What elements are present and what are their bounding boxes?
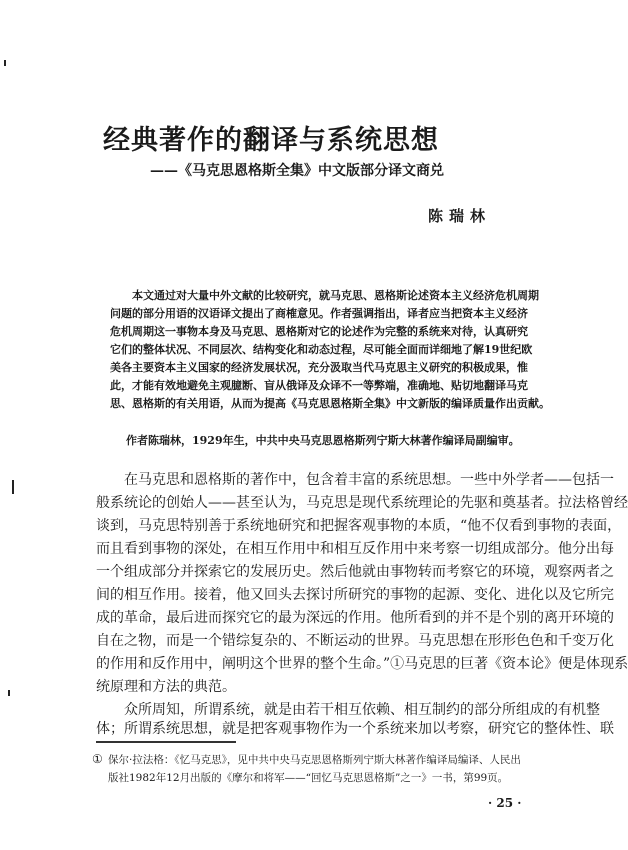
body-line: 的作用和反作用中，阐明这个世界的整个生命。”①马克思的巨著《资本论》便是体现系 [96, 656, 628, 672]
page-number: · 25 · [488, 796, 522, 810]
abstract-line: 危机周期这一事物本身及马克思、恩格斯对它的论述作为完整的系统来对待，认真研究 [110, 325, 528, 338]
article-subtitle: ——《马克思恩格斯全集》中文版部分译文商兑 [150, 163, 444, 179]
body-line: 而且看到事物的深处，在相互作用中和相互反作用中来考察一切组成部分。他分出每 [96, 541, 614, 557]
body-line: 一个组成部分并探索它的发展历史。然后他就由事物转而考察它的环境，观察两者之 [96, 564, 614, 580]
body-line: 统原理和方法的典范。 [96, 679, 236, 695]
body-line: 间的相互作用。接着，他又回头去探讨所研究的事物的起源、变化、进化以及它所完 [96, 587, 614, 603]
body-line: 般系统论的创始人——甚至认为，马克思是现代系统理论的先驱和奠基者。拉法格曾经 [96, 495, 628, 511]
body-line: 自在之物，而是一个错综复杂的、不断运动的世界。马克思想在形形色色和千变万化 [96, 633, 614, 649]
abstract-line: 思、恩格斯的有关用语，从而为提高《马克思恩格斯全集》中文新版的编译质量作出贡献。 [110, 397, 550, 410]
footnote-line: 版社1982年12月出版的《摩尔和将军——“回忆马克思恩格斯”之一》一书，第99页。 [108, 772, 509, 784]
scan-mark [12, 480, 14, 494]
abstract-line: 本文通过对大量中外文献的比较研究，就马克思、恩格斯论述资本主义经济危机周期 [132, 289, 539, 302]
body-line: 众所周知，所谓系统，就是由若干相互依赖、相互制约的部分所组成的有机整 [96, 702, 600, 718]
abstract-line: 它们的整体状况、不同层次、结构变化和动态过程，尽可能全面而详细地了解19世纪欧 [110, 343, 533, 356]
footnote-line: 保尔·拉法格：《忆马克思》，见中共中央马克思恩格斯列宁斯大林著作编译局编译、人民出 [108, 754, 521, 766]
author-name: 陈瑞林 [428, 207, 492, 225]
body-line: 谈到，马克思特别善于系统地研究和把握客观事物的本质，“他不仅看到事物的表面， [96, 518, 622, 534]
body-line: 在马克思和恩格斯的著作中，包含着丰富的系统思想。一些中外学者——包括一 [96, 472, 614, 488]
article-title: 经典著作的翻译与系统思想 [103, 125, 439, 156]
body-line: 成的革命，最后进而探究它的最为深远的作用。他所看到的并不是个别的离开环境的 [96, 610, 614, 626]
body-line: 体；所谓系统思想，就是把客观事物作为一个系统来加以考察，研究它的整体性、联 [96, 721, 614, 737]
footnote-rule [96, 741, 236, 743]
abstract-line: 问题的部分用语的汉语译文提出了商榷意见。作者强调指出，译者应当把资本主义经济 [110, 307, 528, 320]
abstract-line: 美各主要资本主义国家的经济发展状况，充分汲取当代马克思主义研究的积极成果，惟 [110, 361, 528, 374]
footnote-marker: ① [92, 752, 103, 766]
abstract-line: 此，才能有效地避免主观臆断、盲从俄译及众译不一等弊端，准确地、贴切地翻译马克 [110, 379, 528, 392]
scan-mark [4, 60, 6, 66]
scan-mark [8, 690, 10, 696]
author-note: 作者陈瑞林，1929年生，中共中央马克思恩格斯列宁斯大林著作编译局副编审。 [126, 434, 520, 447]
